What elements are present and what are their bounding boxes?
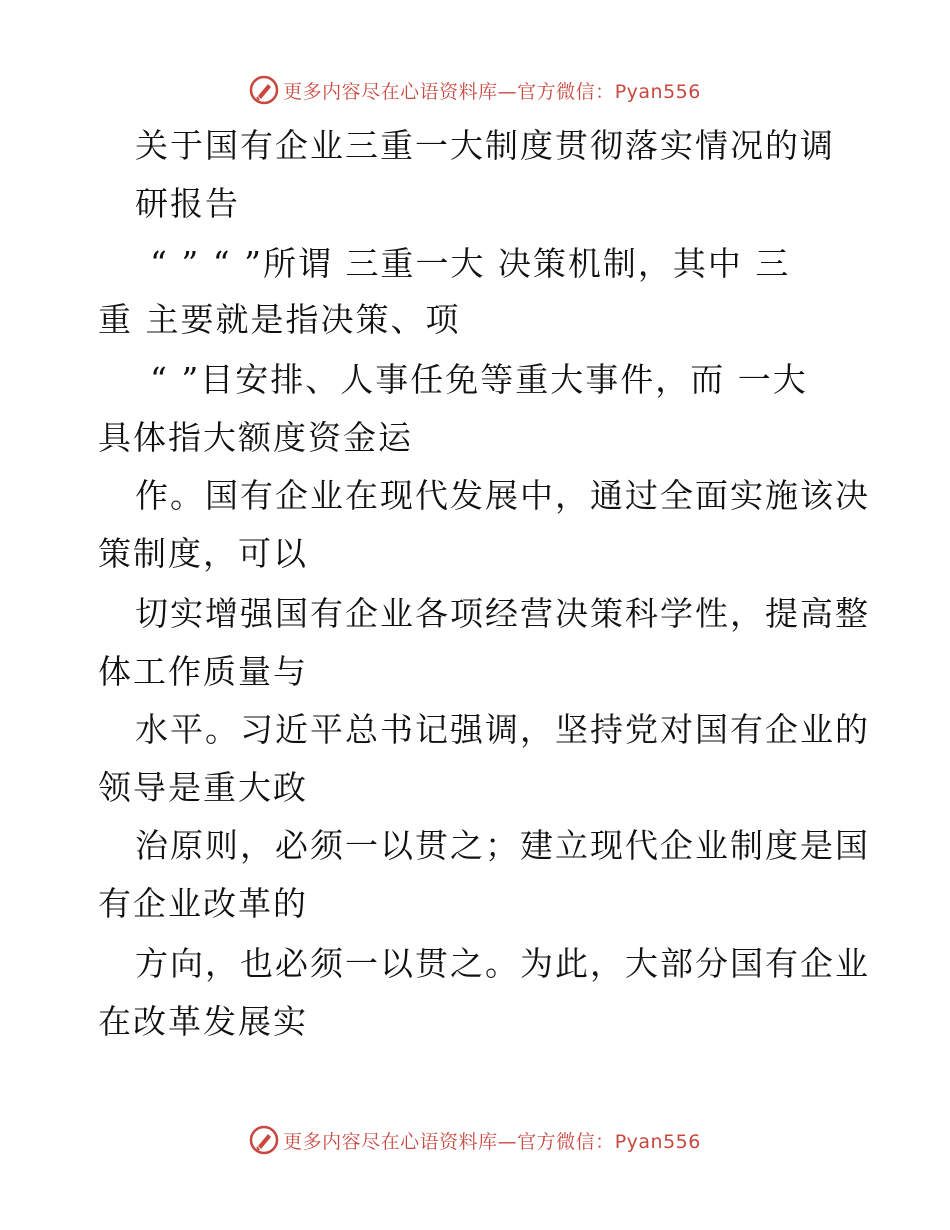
paragraph-line: 重 主要就是指决策、项: [98, 300, 461, 339]
banner-wechat-label: 官方微信：: [517, 1130, 615, 1153]
banner-wechat-label: 官方微信：: [517, 80, 615, 103]
paragraph-line: 方向，也必须一以贯之。为此，大部分国有企业: [135, 944, 870, 983]
banner-separator: —: [497, 1130, 518, 1153]
banner-wechat-id: Pyan556: [614, 1130, 701, 1153]
banner-wechat-id: Pyan556: [614, 80, 701, 103]
document-title-line-1: 关于国有企业三重一大制度贯彻落实情况的调: [135, 126, 835, 165]
paragraph-line: 体工作质量与: [98, 652, 308, 691]
banner-separator: —: [497, 80, 518, 103]
paragraph-line: 策制度，可以: [98, 534, 308, 573]
paragraph-line: “ ” “ ”所谓 三重一大 决策机制，其中 三: [150, 244, 791, 283]
paragraph-line: 具体指大额度资金运: [98, 418, 413, 457]
paragraph-line: 切实增强国有企业各项经营决策科学性，提高整: [135, 594, 870, 633]
paragraph-line: 作。国有企业在现代发展中，通过全面实施该决: [135, 476, 870, 515]
banner-slogan: 更多内容尽在心语资料库: [283, 80, 498, 103]
paragraph-line: “ ”目安排、人事任免等重大事件，而 一大: [150, 360, 808, 399]
paragraph-line: 水平。习近平总书记强调，坚持党对国有企业的: [135, 710, 870, 749]
document-title-line-2: 研报告: [135, 184, 240, 223]
paragraph-line: 治原则，必须一以贯之；建立现代企业制度是国: [135, 826, 870, 865]
footer-banner: [0, 1120, 950, 1160]
paragraph-line: 在改革发展实: [98, 1002, 308, 1041]
banner-slogan: 更多内容尽在心语资料库: [283, 1130, 498, 1153]
pen-logo-icon: [249, 1125, 279, 1155]
paragraph-line: 有企业改革的: [98, 884, 308, 923]
paragraph-line: 领导是重大政: [98, 768, 308, 807]
